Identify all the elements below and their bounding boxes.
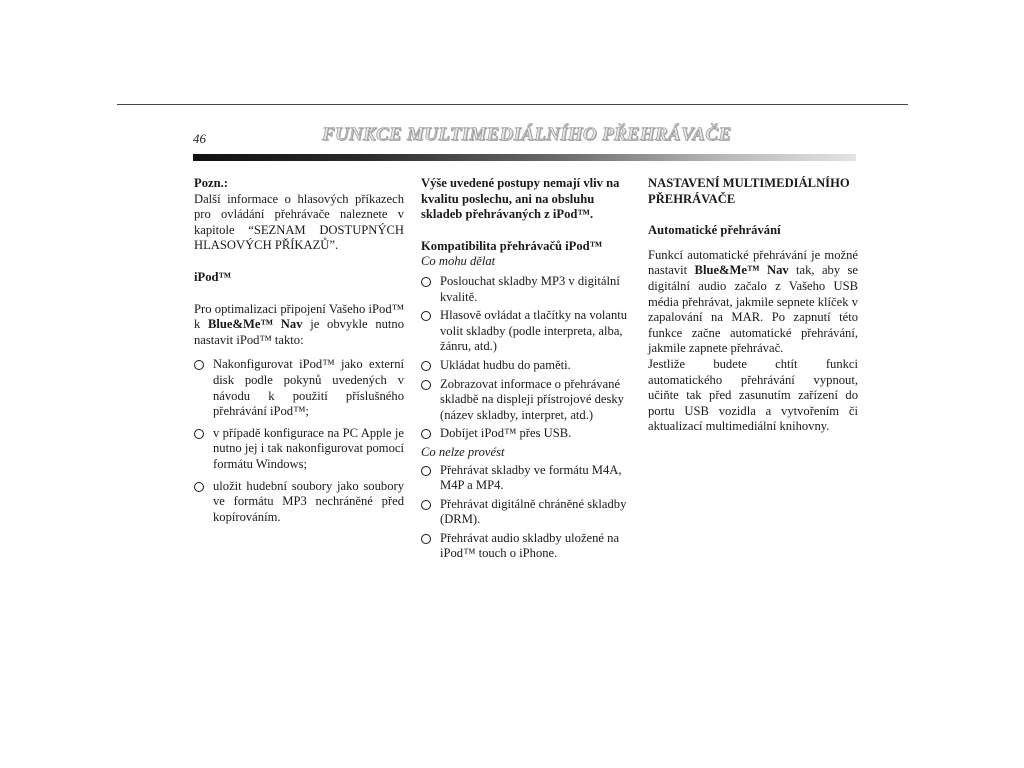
brand-name: Blue&Me™ Nav — [208, 317, 303, 332]
circle-bullet-icon — [421, 429, 431, 439]
column-3 — [648, 176, 858, 435]
list-item — [421, 497, 631, 528]
list-item — [421, 531, 631, 562]
list-item-text: Ukládat hudbu do paměti. — [440, 357, 571, 372]
list-item-text: Přehrávat skladby ve formátu M4A, M4P a MP4. — [440, 462, 622, 493]
list-item-text: Hlasově ovládat a tlačítky na volantu volit skladby (podle interpreta, alba, žánru, atd.) — [440, 308, 628, 354]
header-gradient-bar — [193, 154, 856, 161]
sub-heading: Automatické přehrávání — [648, 223, 781, 238]
compat-intro: Výše uvedené postupy nemají vliv na kvalitu poslechu, ani na obsluhu skladeb přehrávaných z iPod™. — [421, 176, 620, 222]
circle-bullet-icon — [194, 360, 204, 370]
list-item — [421, 358, 631, 374]
section-heading: NASTAVENÍ MULTIMEDIÁLNÍHO PŘEHRÁVAČE — [648, 176, 850, 206]
ipod-intro-text-end: je obvykle nutno nastavit iPod™ takto: — [194, 317, 405, 347]
list-item-text: v případě konfigurace na PC Apple je nutno jej i tak nakonfigurovat pomocí formátu Windows; — [213, 425, 404, 471]
list-item-text: Dobíjet iPod™ přes USB. — [440, 426, 572, 441]
list-item — [421, 274, 631, 305]
can-heading: Co mohu dělat — [421, 254, 496, 269]
circle-bullet-icon — [421, 500, 431, 510]
list-item — [194, 426, 404, 473]
circle-bullet-icon — [421, 534, 431, 544]
list-item — [421, 426, 631, 442]
circle-bullet-icon — [194, 482, 204, 492]
circle-bullet-icon — [421, 361, 431, 371]
list-item — [421, 377, 631, 424]
autoplay-disable-paragraph: Jestliže budete chtít funkci automatického přehrávání vypnout, učiňte tak před zasunutím zařízení do portu USB vozidla a vytvořením či aktualizací multimediální knihovny. — [648, 356, 858, 434]
ipod-intro-text: Pro optimalizaci připojení Vašeho iPod™ k — [194, 301, 404, 332]
note-heading: Pozn.: — [194, 176, 228, 190]
brand-name: Blue&Me™ Nav — [694, 263, 789, 278]
cannot-list — [421, 463, 631, 563]
circle-bullet-icon — [421, 380, 431, 390]
list-item — [421, 308, 631, 355]
compat-heading: Kompatibilita přehrávačů iPod™ — [421, 238, 603, 253]
list-item-text: Poslouchat skladby MP3 v digitální kvalitě. — [440, 273, 620, 304]
list-item — [421, 463, 631, 494]
cannot-heading: Co nelze provést — [421, 444, 505, 459]
list-item — [194, 357, 404, 419]
circle-bullet-icon — [421, 311, 431, 321]
page-number: 46 — [193, 131, 206, 146]
autoplay-paragraph — [648, 248, 858, 357]
circle-bullet-icon — [421, 466, 431, 476]
autoplay-text: Funkcí automatické přehrávání je možné nastavit — [648, 247, 858, 278]
top-rule — [117, 104, 908, 105]
column-2 — [421, 176, 631, 565]
page-title: FUNKCE MULTIMEDIÁLNÍHO PŘEHRÁVAČE — [322, 124, 732, 145]
circle-bullet-icon — [421, 277, 431, 287]
ipod-setup-list — [194, 357, 404, 525]
ipod-intro — [194, 302, 404, 349]
list-item-text: Nakonfigurovat iPod™ jako externí disk podle pokynů uvedených v návodu k použití příslušného přehrávání iPod™; — [213, 357, 404, 419]
column-1 — [194, 176, 404, 531]
can-list — [421, 274, 631, 442]
circle-bullet-icon — [194, 429, 204, 439]
autoplay-text-end: tak, aby se digitální audio začalo z Vašeho USB média přehrávat, jakmile sepnete klíček v zapalování na MAR. Po zapnutí této funkce začne automatické přehrávání, jakmile zapnete přehrávač. — [648, 263, 859, 356]
list-item-text: uložit hudební soubory jako soubory ve formátu MP3 nechráněné před kopírováním. — [213, 478, 404, 524]
list-item-text: Přehrávat digitálně chráněné skladby (DRM). — [440, 496, 627, 527]
list-item — [194, 479, 404, 526]
list-item-text: Přehrávat audio skladby uložené na iPod™ touch o iPhone. — [440, 530, 620, 561]
list-item-text: Zobrazovat informace o přehrávané skladbě na displeji přístrojové desky (název skladby, interpret, atd.) — [440, 376, 624, 422]
note-text: Další informace o hlasových příkazech pro ovládání přehrávače naleznete v kapitole “SEZNAM DOSTUPNÝCH HLASOVÝCH PŘÍKAZŮ”. — [194, 191, 404, 253]
ipod-heading: iPod™ — [194, 269, 232, 284]
